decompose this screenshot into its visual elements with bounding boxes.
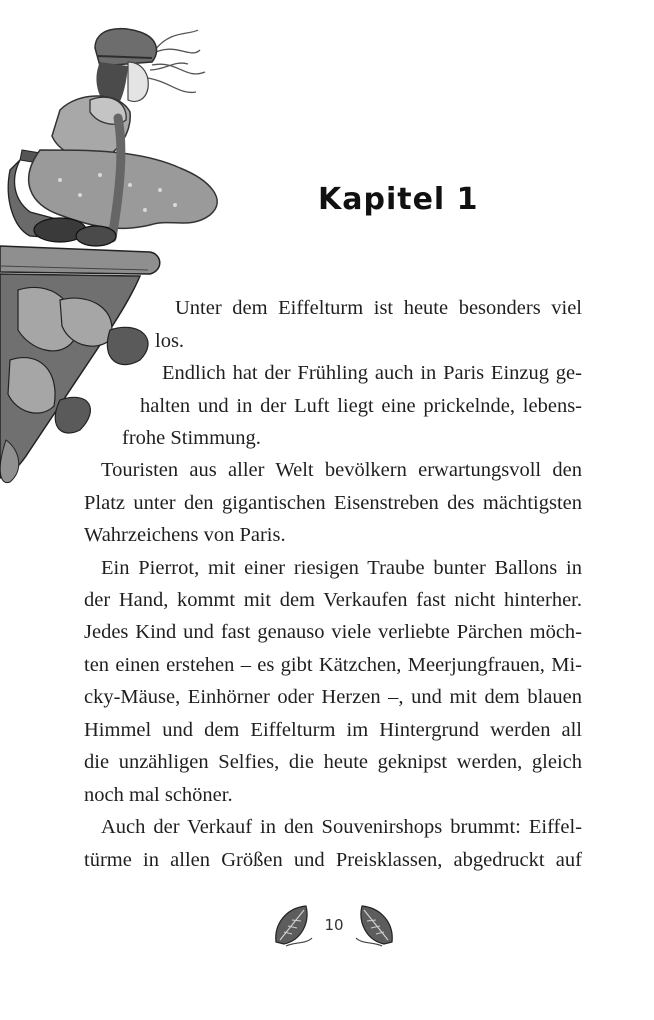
page-footer [0,902,654,952]
text-line: Jedes Kind und fast genauso viele verliebte Pärchen möch- [84,621,582,643]
text-line: Himmel und dem Eiffelturm im Hintergrund werden all [84,719,582,741]
text-line: Touristen aus aller Welt bevölkern erwartungsvoll den [101,459,582,481]
text-line: türme in allen Größen und Preisklassen, abgedruckt auf [84,849,582,871]
face [128,62,148,102]
text-line: halten und in der Luft liegt eine prickelnde, lebens- [140,395,582,417]
flowing-hair [148,30,205,92]
leaf-ornament-left-icon [272,902,316,948]
text-line: los. [155,330,185,352]
text-line: Endlich hat der Frühling auch in Paris Einzug ge- [162,362,582,384]
text-line: ten einen erstehen – es gibt Kätzchen, Meerjungfrauen, Mi- [84,654,582,676]
text-line: die unzähligen Selfies, die heute geknipst werden, gleich [84,751,582,773]
beanie-hat [95,29,156,66]
text-line: Ein Pierrot, mit einer riesigen Traube bunter Ballons in [101,557,582,579]
leaf-ornament-right-icon [352,902,396,948]
chapter-title: Kapitel 1 [318,182,479,217]
text-line: frohe Stimmung. [122,427,261,449]
text-line: Platz unter den gigantischen Eisenstreben des mächtigsten [84,492,582,514]
text-line: cky-Mäuse, Einhörner oder Herzen –, und mit dem blauen [84,686,582,708]
text-line: Wahrzeichens von Paris. [84,524,286,546]
text-line: Auch der Verkauf in den Souvenirshops brummt: Eiffel- [101,816,582,838]
text-line: Unter dem Eiffelturm ist heute besonders viel [175,297,582,319]
text-line: der Hand, kommt mit dem Verkaufen fast nicht hinterher. [84,589,582,611]
page-number: 10 [324,916,344,934]
text-line: noch mal schöner. [84,784,233,806]
